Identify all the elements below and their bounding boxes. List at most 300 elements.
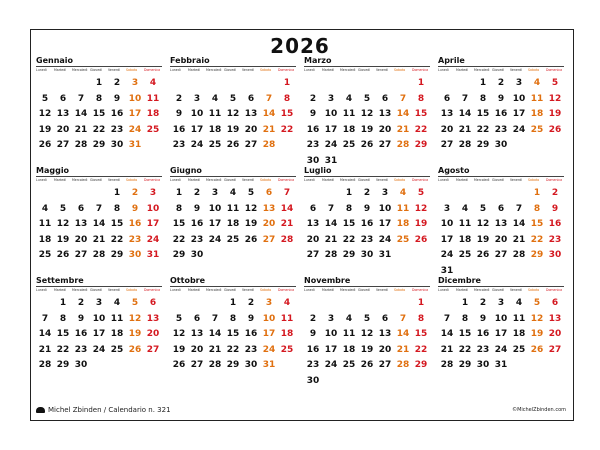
empty-cell [394, 76, 412, 92]
day-cell: 5 [59, 203, 67, 214]
weekday-label: Giovedì [90, 68, 103, 72]
day-cell: 29 [530, 250, 544, 260]
weekday-label: Domenica [144, 288, 161, 292]
day-cell: 12 [548, 93, 562, 104]
day-cell: 19 [56, 234, 70, 245]
empty-cell [36, 186, 54, 202]
day-cell: 1 [461, 298, 469, 308]
weekday-label: Sabato [528, 68, 540, 72]
day-cell: 4 [533, 78, 541, 88]
day-cell: 9 [247, 313, 255, 324]
day-cell: 8 [59, 313, 67, 324]
day-cell: 28 [262, 140, 276, 150]
day-cell: 8 [533, 203, 541, 214]
weekday-label: Venerdì [108, 178, 121, 182]
day-cell: 6 [265, 188, 273, 198]
day-cell: 1 [533, 188, 541, 198]
day-cell: 8 [417, 313, 425, 324]
day-cell: 27 [190, 360, 204, 370]
day-cell: 19 [38, 124, 52, 135]
day-cell: 10 [440, 219, 454, 229]
day-cell: 16 [128, 219, 142, 229]
day-cell: 5 [363, 93, 371, 104]
day-cell: 3 [327, 93, 335, 104]
day-cell: 27 [494, 250, 508, 260]
day-cell: 17 [92, 329, 106, 339]
day-cell: 28 [324, 250, 338, 260]
day-cell: 2 [247, 298, 255, 308]
weekday-label: Domenica [278, 68, 295, 72]
day-grid [170, 76, 296, 154]
day-cell: 12 [38, 109, 52, 119]
day-cell: 12 [56, 219, 70, 229]
weekday-label: Sabato [528, 288, 540, 292]
month-title: Marzo [304, 56, 332, 65]
day-cell: 14 [74, 109, 88, 119]
month-dicembre [438, 276, 564, 386]
day-cell: 15 [280, 109, 294, 119]
day-cell: 14 [262, 109, 276, 119]
day-cell: 18 [342, 124, 356, 135]
day-cell: 2 [113, 78, 121, 88]
day-cell: 17 [262, 329, 276, 339]
weekday-label: Lunedì [304, 68, 315, 72]
day-cell: 9 [479, 313, 487, 324]
day-cell: 28 [440, 360, 454, 370]
empty-cell [188, 296, 206, 312]
month-luglio [304, 166, 430, 276]
day-cell: 15 [92, 109, 106, 119]
month-maggio [36, 166, 162, 276]
day-cell: 20 [440, 124, 454, 135]
day-cell: 12 [360, 109, 374, 119]
day-cell: 29 [172, 250, 186, 260]
day-cell: 3 [193, 93, 201, 104]
day-cell: 13 [190, 329, 204, 339]
weekday-label: Domenica [144, 178, 161, 182]
day-cell: 27 [378, 360, 392, 370]
weekday-label: Mercoledì [206, 288, 222, 292]
month-title: Agosto [438, 166, 470, 175]
day-cell: 10 [378, 203, 392, 214]
empty-cell [358, 296, 376, 312]
day-cell: 10 [190, 109, 204, 119]
day-cell: 14 [396, 329, 410, 339]
day-cell: 10 [324, 109, 338, 119]
weekday-header [36, 66, 162, 74]
weekday-header [36, 286, 162, 294]
day-cell: 9 [497, 93, 505, 104]
day-grid [438, 186, 564, 279]
day-cell: 19 [128, 329, 142, 339]
day-cell: 25 [342, 360, 356, 370]
day-cell: 8 [479, 93, 487, 104]
day-cell: 2 [309, 313, 317, 324]
day-cell: 8 [95, 93, 103, 104]
weekday-label: Lunedì [170, 288, 181, 292]
day-cell: 5 [417, 188, 425, 198]
month-aprile [438, 56, 564, 166]
weekday-label: Martedì [54, 288, 67, 292]
weekday-label: Venerdì [510, 288, 523, 292]
weekday-label: Venerdì [376, 288, 389, 292]
weekday-label: Martedì [188, 68, 201, 72]
weekday-label: Mercoledì [72, 178, 88, 182]
empty-cell [322, 76, 340, 92]
day-cell: 11 [38, 219, 52, 229]
day-cell: 19 [548, 109, 562, 119]
month-divider [36, 176, 162, 177]
day-cell: 2 [497, 78, 505, 88]
day-cell: 20 [378, 344, 392, 355]
footer-author-text: Michel Zbinden / Calendario n. 321 [48, 406, 171, 414]
day-cell: 8 [345, 203, 353, 214]
weekday-header [438, 176, 564, 184]
day-cell: 15 [110, 219, 124, 229]
day-cell: 23 [74, 344, 88, 355]
day-cell: 11 [226, 203, 240, 214]
day-cell: 19 [226, 124, 240, 135]
weekday-label: Domenica [412, 68, 429, 72]
day-cell: 13 [56, 109, 70, 119]
day-cell: 17 [128, 109, 142, 119]
month-marzo [304, 56, 430, 166]
day-cell: 16 [172, 124, 186, 135]
day-cell: 11 [146, 93, 160, 104]
month-divider [438, 66, 564, 67]
day-cell: 1 [479, 78, 487, 88]
month-title: Giugno [170, 166, 202, 175]
day-cell: 26 [360, 360, 374, 370]
day-cell: 14 [440, 329, 454, 339]
day-cell: 1 [113, 188, 121, 198]
day-cell: 3 [327, 313, 335, 324]
day-cell: 23 [110, 124, 124, 135]
day-cell: 29 [414, 360, 428, 370]
weekday-label: Venerdì [108, 68, 121, 72]
day-cell: 20 [378, 124, 392, 135]
day-cell: 15 [56, 329, 70, 339]
day-cell: 2 [551, 188, 559, 198]
day-cell: 16 [74, 329, 88, 339]
month-title: Maggio [36, 166, 70, 175]
month-divider [36, 66, 162, 67]
day-cell: 13 [244, 109, 258, 119]
day-cell: 8 [175, 203, 183, 214]
day-cell: 29 [226, 360, 240, 370]
day-cell: 10 [512, 93, 526, 104]
day-cell: 29 [92, 140, 106, 150]
weekday-label: Lunedì [304, 178, 315, 182]
day-cell: 27 [244, 140, 258, 150]
weekday-header [438, 66, 564, 74]
weekday-label: Mercoledì [474, 68, 490, 72]
weekday-label: Martedì [456, 68, 469, 72]
day-cell: 5 [247, 188, 255, 198]
weekday-label: Lunedì [170, 68, 181, 72]
day-cell: 30 [110, 140, 124, 150]
empty-cell [304, 186, 322, 202]
day-cell: 22 [414, 124, 428, 135]
weekday-label: Martedì [322, 178, 335, 182]
day-cell: 7 [327, 203, 335, 214]
day-cell: 21 [440, 344, 454, 355]
weekday-label: Lunedì [438, 68, 449, 72]
day-cell: 6 [309, 203, 317, 214]
day-cell: 27 [548, 344, 562, 355]
day-cell: 8 [229, 313, 237, 324]
weekday-label: Domenica [278, 288, 295, 292]
empty-cell [54, 76, 72, 92]
day-cell: 1 [283, 78, 291, 88]
weekday-label: Domenica [278, 178, 295, 182]
month-novembre [304, 276, 430, 386]
day-cell: 14 [396, 109, 410, 119]
day-cell: 11 [110, 313, 124, 324]
day-cell: 24 [324, 360, 338, 370]
weekday-label: Domenica [546, 178, 563, 182]
empty-cell [54, 186, 72, 202]
day-grid [304, 76, 430, 169]
day-cell: 6 [497, 203, 505, 214]
day-cell: 9 [363, 203, 371, 214]
day-cell: 24 [512, 124, 526, 135]
empty-cell [438, 186, 456, 202]
day-cell: 8 [113, 203, 121, 214]
weekday-label: Mercoledì [340, 178, 356, 182]
day-cell: 20 [494, 234, 508, 245]
day-cell: 18 [342, 344, 356, 355]
day-cell: 15 [530, 219, 544, 229]
weekday-label: Giovedì [224, 288, 237, 292]
empty-cell [72, 186, 90, 202]
day-cell: 29 [110, 250, 124, 260]
weekday-label: Mercoledì [72, 288, 88, 292]
weekday-label: Mercoledì [474, 178, 490, 182]
weekday-header [304, 286, 430, 294]
day-cell: 5 [229, 93, 237, 104]
empty-cell [376, 76, 394, 92]
day-cell: 11 [530, 93, 544, 104]
day-cell: 7 [77, 93, 85, 104]
weekday-label: Sabato [528, 178, 540, 182]
day-cell: 30 [306, 155, 320, 166]
weekday-label: Lunedì [36, 288, 47, 292]
day-cell: 25 [146, 124, 160, 135]
footer-author [36, 406, 171, 414]
month-gennaio [36, 56, 162, 166]
weekday-label: Sabato [126, 68, 138, 72]
day-cell: 5 [533, 298, 541, 308]
day-cell: 19 [530, 329, 544, 339]
weekday-label: Giovedì [90, 288, 103, 292]
weekday-label: Sabato [260, 178, 272, 182]
day-cell: 27 [74, 250, 88, 260]
weekday-label: Sabato [394, 68, 406, 72]
day-cell: 22 [476, 124, 490, 135]
weekday-label: Venerdì [242, 288, 255, 292]
day-cell: 20 [306, 234, 320, 245]
day-cell: 17 [512, 109, 526, 119]
day-cell: 2 [363, 188, 371, 198]
day-cell: 8 [417, 93, 425, 104]
empty-cell [438, 296, 456, 312]
day-cell: 15 [226, 329, 240, 339]
day-cell: 3 [443, 203, 451, 214]
day-cell: 4 [345, 93, 353, 104]
day-grid [438, 296, 564, 374]
day-cell: 6 [381, 93, 389, 104]
day-cell: 15 [342, 219, 356, 229]
day-cell: 25 [226, 234, 240, 245]
empty-cell [456, 186, 474, 202]
day-cell: 5 [479, 203, 487, 214]
empty-cell [394, 296, 412, 312]
weekday-label: Martedì [188, 288, 201, 292]
day-cell: 15 [414, 109, 428, 119]
day-cell: 21 [74, 124, 88, 135]
day-cell: 19 [414, 219, 428, 229]
weekday-label: Mercoledì [206, 178, 222, 182]
day-cell: 13 [378, 109, 392, 119]
day-cell: 3 [381, 188, 389, 198]
month-title: Ottobre [170, 276, 206, 285]
weekday-label: Lunedì [170, 178, 181, 182]
day-cell: 29 [458, 360, 472, 370]
day-cell: 11 [208, 109, 222, 119]
day-cell: 28 [396, 360, 410, 370]
day-cell: 19 [172, 344, 186, 355]
day-cell: 1 [229, 298, 237, 308]
day-cell: 19 [360, 124, 374, 135]
day-cell: 6 [381, 313, 389, 324]
month-divider [304, 286, 430, 287]
empty-cell [206, 76, 224, 92]
month-title: Gennaio [36, 56, 74, 65]
day-cell: 6 [149, 298, 157, 308]
day-cell: 12 [244, 203, 258, 214]
day-cell: 26 [128, 344, 142, 355]
day-cell: 9 [175, 109, 183, 119]
day-cell: 22 [280, 124, 294, 135]
day-cell: 7 [283, 188, 291, 198]
weekday-label: Giovedì [492, 178, 505, 182]
day-cell: 12 [226, 109, 240, 119]
month-divider [170, 66, 296, 67]
day-cell: 5 [41, 93, 49, 104]
day-cell: 30 [494, 140, 508, 150]
day-cell: 6 [551, 298, 559, 308]
weekday-label: Lunedì [36, 178, 47, 182]
day-cell: 8 [283, 93, 291, 104]
day-cell: 29 [56, 360, 70, 370]
weekday-label: Mercoledì [72, 68, 88, 72]
day-cell: 18 [226, 219, 240, 229]
month-divider [170, 286, 296, 287]
day-cell: 4 [461, 203, 469, 214]
weekday-label: Sabato [126, 288, 138, 292]
month-settembre [36, 276, 162, 386]
weekday-label: Sabato [260, 288, 272, 292]
day-cell: 15 [458, 329, 472, 339]
day-cell: 31 [440, 265, 454, 276]
month-title: Dicembre [438, 276, 481, 285]
day-cell: 16 [494, 109, 508, 119]
day-cell: 18 [396, 219, 410, 229]
day-cell: 10 [128, 93, 142, 104]
weekday-header [170, 66, 296, 74]
weekday-label: Giovedì [358, 68, 371, 72]
day-cell: 3 [497, 298, 505, 308]
day-cell: 29 [414, 140, 428, 150]
day-cell: 23 [360, 234, 374, 245]
day-grid [170, 296, 296, 374]
day-cell: 12 [414, 203, 428, 214]
weekday-header [36, 176, 162, 184]
day-cell: 23 [190, 234, 204, 245]
day-cell: 23 [306, 360, 320, 370]
day-cell: 17 [208, 219, 222, 229]
day-cell: 14 [92, 219, 106, 229]
day-cell: 14 [512, 219, 526, 229]
day-cell: 30 [190, 250, 204, 260]
day-cell: 24 [128, 124, 142, 135]
day-cell: 18 [530, 109, 544, 119]
day-cell: 2 [77, 298, 85, 308]
day-cell: 30 [244, 360, 258, 370]
day-cell: 21 [38, 344, 52, 355]
day-cell: 2 [479, 298, 487, 308]
day-cell: 31 [146, 250, 160, 260]
day-cell: 7 [399, 313, 407, 324]
empty-cell [242, 76, 260, 92]
day-cell: 2 [131, 188, 139, 198]
day-cell: 9 [113, 93, 121, 104]
day-cell: 26 [226, 140, 240, 150]
month-giugno [170, 166, 296, 276]
weekday-label: Martedì [322, 288, 335, 292]
weekday-label: Venerdì [510, 68, 523, 72]
day-cell: 7 [461, 93, 469, 104]
day-grid [170, 186, 296, 264]
day-cell: 28 [92, 250, 106, 260]
empty-cell [322, 186, 340, 202]
day-cell: 25 [110, 344, 124, 355]
day-cell: 24 [262, 344, 276, 355]
day-cell: 21 [262, 124, 276, 135]
day-cell: 30 [360, 250, 374, 260]
day-cell: 23 [128, 234, 142, 245]
day-grid [438, 76, 564, 154]
month-title: Novembre [304, 276, 351, 285]
day-cell: 5 [175, 313, 183, 324]
empty-cell [438, 76, 456, 92]
day-cell: 12 [360, 329, 374, 339]
day-cell: 10 [146, 203, 160, 214]
weekday-label: Lunedì [36, 68, 47, 72]
day-cell: 1 [175, 188, 183, 198]
day-cell: 11 [512, 313, 526, 324]
day-cell: 30 [476, 360, 490, 370]
day-cell: 20 [190, 344, 204, 355]
day-cell: 13 [378, 329, 392, 339]
day-cell: 7 [515, 203, 523, 214]
weekday-label: Giovedì [492, 68, 505, 72]
day-cell: 26 [530, 344, 544, 355]
day-cell: 24 [146, 234, 160, 245]
day-cell: 14 [208, 329, 222, 339]
day-cell: 31 [324, 155, 338, 166]
